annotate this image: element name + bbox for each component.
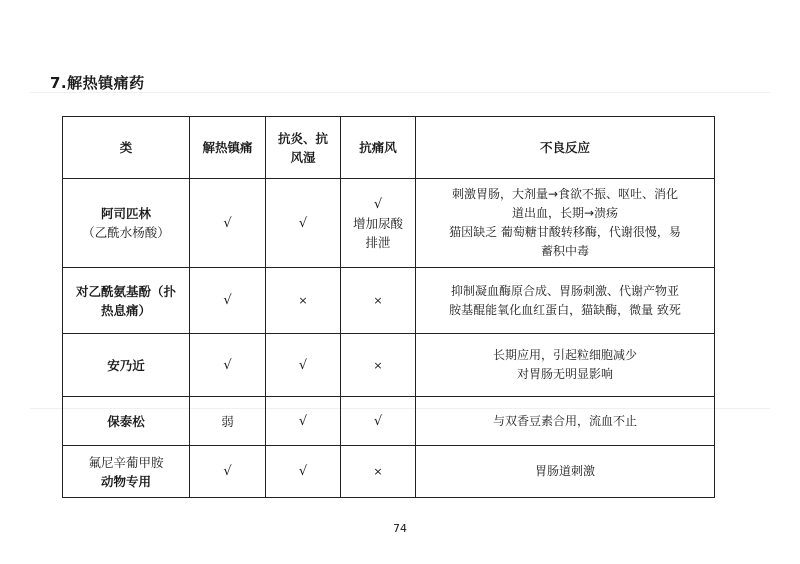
anti-inflammatory-cell: √	[266, 397, 341, 446]
anti-gout-cell: √	[341, 397, 416, 446]
adverse-line: 刺激胃肠，大剂量→食欲不振、呕吐、消化	[451, 187, 679, 201]
drug-name-cell	[63, 446, 190, 498]
adverse-line: 与双香豆素合用，流血不止	[492, 413, 637, 428]
table-row	[63, 179, 715, 268]
anti-gout-cell	[341, 179, 416, 268]
adverse-line: 蓄积中毒	[540, 244, 589, 258]
drug-name: 对乙酰氨基酚（扑	[75, 283, 176, 299]
header-drug-class: 类	[63, 117, 190, 179]
anti-inflammatory-cell: √	[266, 446, 341, 498]
table-row	[63, 268, 715, 334]
anti-inflammatory-cell: √	[266, 179, 341, 268]
adverse-line: 抑制凝血酶原合成、胃肠刺激、代谢产物亚	[450, 283, 679, 298]
header-anti-gout: 抗痛风	[341, 117, 416, 179]
adverse-reactions-cell	[416, 334, 715, 397]
adverse-reactions-cell	[416, 397, 715, 446]
anti-gout-cell: ×	[341, 268, 416, 334]
anti-gout-mark: √	[373, 196, 383, 212]
header-anti-inflammatory	[266, 117, 341, 179]
adverse-line: 胺基醌能氧化血红蛋白，猫缺酶，微量 致死	[449, 302, 681, 317]
adverse-reactions-cell	[416, 179, 715, 268]
adverse-line: 道出血，长期→溃疡	[511, 206, 619, 220]
drug-name: 氟尼辛葡甲胺	[88, 454, 164, 470]
adverse-reactions-cell	[416, 446, 715, 498]
adverse-line: 对胃肠无明显影响	[516, 367, 613, 381]
header-anti-inflammatory-line2: 风湿	[290, 149, 316, 165]
anti-gout-cell: ×	[341, 334, 416, 397]
anti-gout-cell: ×	[341, 446, 416, 498]
drug-name-cell: 保泰松	[63, 397, 190, 446]
antipyretic-cell: √	[190, 334, 266, 397]
drug-usage-note: 动物专用	[100, 473, 151, 489]
anti-inflammatory-cell: ×	[266, 268, 341, 334]
antipyretic-cell: √	[190, 268, 266, 334]
antipyretic-cell: √	[190, 446, 266, 498]
header-adverse-reactions: 不良反应	[416, 117, 715, 179]
table-row	[63, 397, 715, 446]
drug-name-cell	[63, 179, 190, 268]
adverse-reactions-cell	[416, 268, 715, 334]
header-antipyretic-analgesic: 解热镇痛	[190, 117, 266, 179]
anti-gout-note-line1: 增加尿酸	[352, 215, 403, 231]
drug-comparison-table	[62, 116, 715, 498]
adverse-line: 长期应用，引起粒细胞减少	[492, 348, 637, 362]
table-row	[63, 334, 715, 397]
table-header-row	[63, 117, 715, 179]
antipyretic-cell: √	[190, 179, 266, 268]
page-number: 74	[393, 522, 407, 535]
anti-gout-note-line2: 排泄	[365, 234, 391, 250]
drug-alias: （乙酰水杨酸）	[82, 225, 170, 240]
adverse-line: 胃肠道刺激	[534, 464, 595, 478]
header-anti-inflammatory-line1: 抗炎、抗	[277, 130, 328, 146]
drug-name-cell: 安乃近	[63, 334, 190, 397]
section-title: 7.解热镇痛药	[50, 74, 145, 92]
antipyretic-cell: 弱	[190, 397, 266, 446]
drug-name-cell	[63, 268, 190, 334]
adverse-line: 猫因缺乏 葡萄糖甘酸转移酶，代谢很慢，易	[449, 225, 681, 239]
drug-name-continued: 热息痛）	[100, 302, 151, 318]
table-row	[63, 446, 715, 498]
anti-inflammatory-cell: √	[266, 334, 341, 397]
drug-name: 阿司匹林	[100, 206, 151, 221]
